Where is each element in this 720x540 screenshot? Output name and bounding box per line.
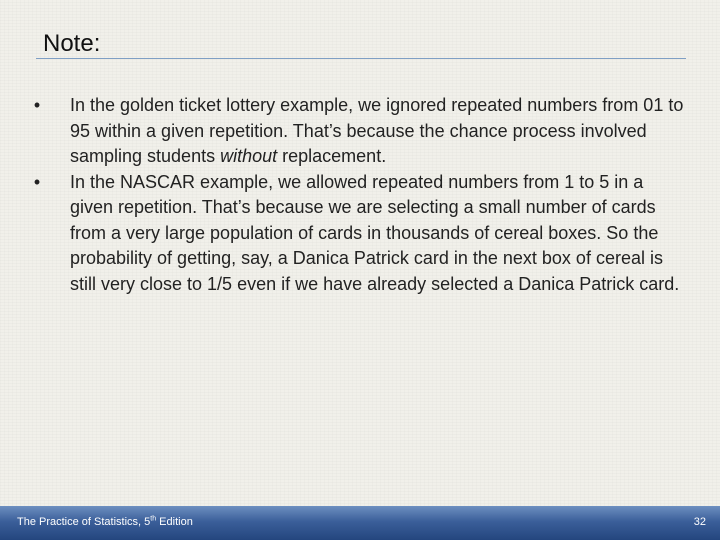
slide-title: Note:: [43, 30, 101, 57]
edition-superscript: th: [150, 515, 157, 523]
footer-bar: [0, 506, 720, 540]
bullet-text: In the golden ticket lottery example, we ignored repeated numbers from 01 to 95 within a given repetition. That’s because the chance process involved sampling students: [70, 95, 684, 166]
emphasized-text: without: [220, 146, 278, 166]
footer-title-suffix: Edition: [156, 516, 193, 528]
bullet-icon: •: [33, 95, 41, 115]
bullet-text: replacement.: [277, 146, 387, 166]
page-number: 32: [693, 516, 706, 528]
title-divider: [36, 58, 686, 59]
list-item: [30, 93, 690, 170]
list-item: [30, 170, 690, 298]
bullet-list: [30, 93, 690, 297]
footer-book-title: [17, 516, 193, 528]
bullet-text: In the NASCAR example, we allowed repeated numbers from 1 to 5 in a given repetition. That’s because we are selecting a small number of cards from a very large population of cards in thousands of cereal boxes. So the probability of getting, say, a Danica Patrick card in the next box of cereal is still very close to 1/5 even if we have already selected a Danica Patrick card.: [70, 171, 680, 294]
footer-title-prefix: The Practice of Statistics, 5: [17, 516, 151, 528]
bullet-icon: •: [33, 171, 41, 192]
